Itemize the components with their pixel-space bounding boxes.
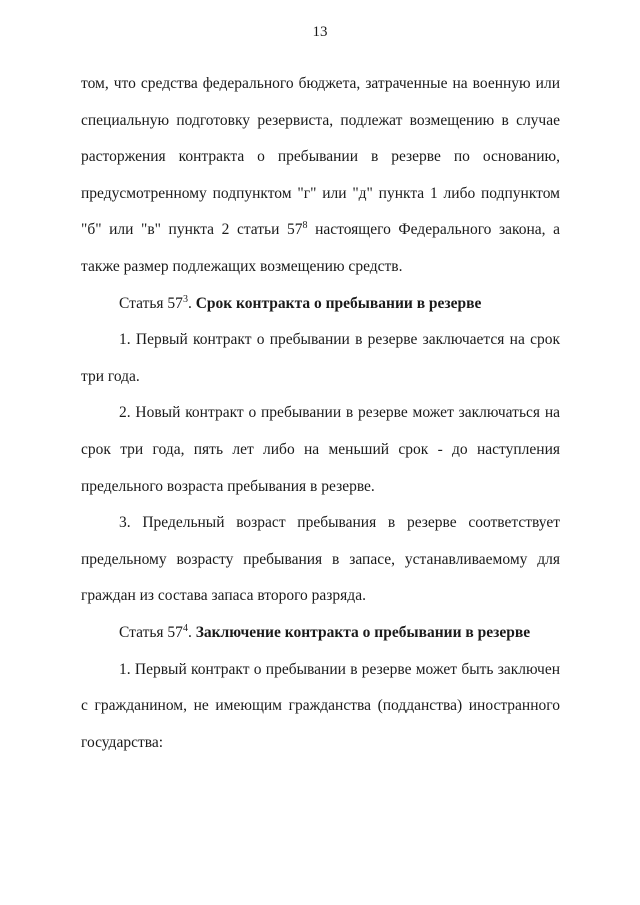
- article-separator: .: [187, 623, 196, 641]
- article-heading-57-3: [81, 286, 560, 323]
- paragraph-text: настоящего Федерального закона, а также размер подлежащих возмещению средств.: [81, 221, 560, 275]
- superscript: 4: [182, 622, 188, 634]
- paragraph-continuation: [81, 66, 560, 286]
- paragraph-item-3: 3. Предельный возраст пребывания в резерве соответствует предельному возрасту пребывания в запасе, устанавливаемому для граждан из состава запаса второго разряда.: [81, 514, 560, 605]
- paragraph-item-2: 2. Новый контракт о пребывании в резерве может заключаться на срок три года, пять лет либо на меньший срок - до наступления предельного возраста пребывания в резерве.: [81, 404, 560, 495]
- paragraph-item-1-contract: 1. Первый контракт о пребывании в резерве может быть заключен с гражданином, не имеющим гражданства (подданства) иностранного государства:: [81, 660, 560, 751]
- article-heading-57-4: [81, 615, 560, 652]
- superscript: 8: [302, 220, 308, 232]
- superscript: 3: [182, 293, 188, 305]
- article-number: Статья 57: [119, 294, 183, 312]
- paragraph-item-1: 1. Первый контракт о пребывании в резерве заключается на срок три года.: [81, 331, 560, 385]
- page-number: 13: [312, 24, 328, 40]
- article-number: Статья 57: [119, 623, 183, 641]
- document-body: [81, 66, 560, 761]
- article-separator: .: [187, 294, 196, 312]
- article-title: Срок контракта о пребывании в резерве: [195, 294, 482, 312]
- article-title: Заключение контракта о пребывании в резерве: [195, 623, 531, 641]
- paragraph-text: том, что средства федерального бюджета, затраченные на военную или специальную подготовку резервиста, подлежат возмещению в случае расторжения контракта о пребывании в резерве по основанию, предусмотренному подпунктом "г" или "д" пункта 1 либо подпунктом "б" или "в" пункта 2 статьи 57: [81, 75, 560, 239]
